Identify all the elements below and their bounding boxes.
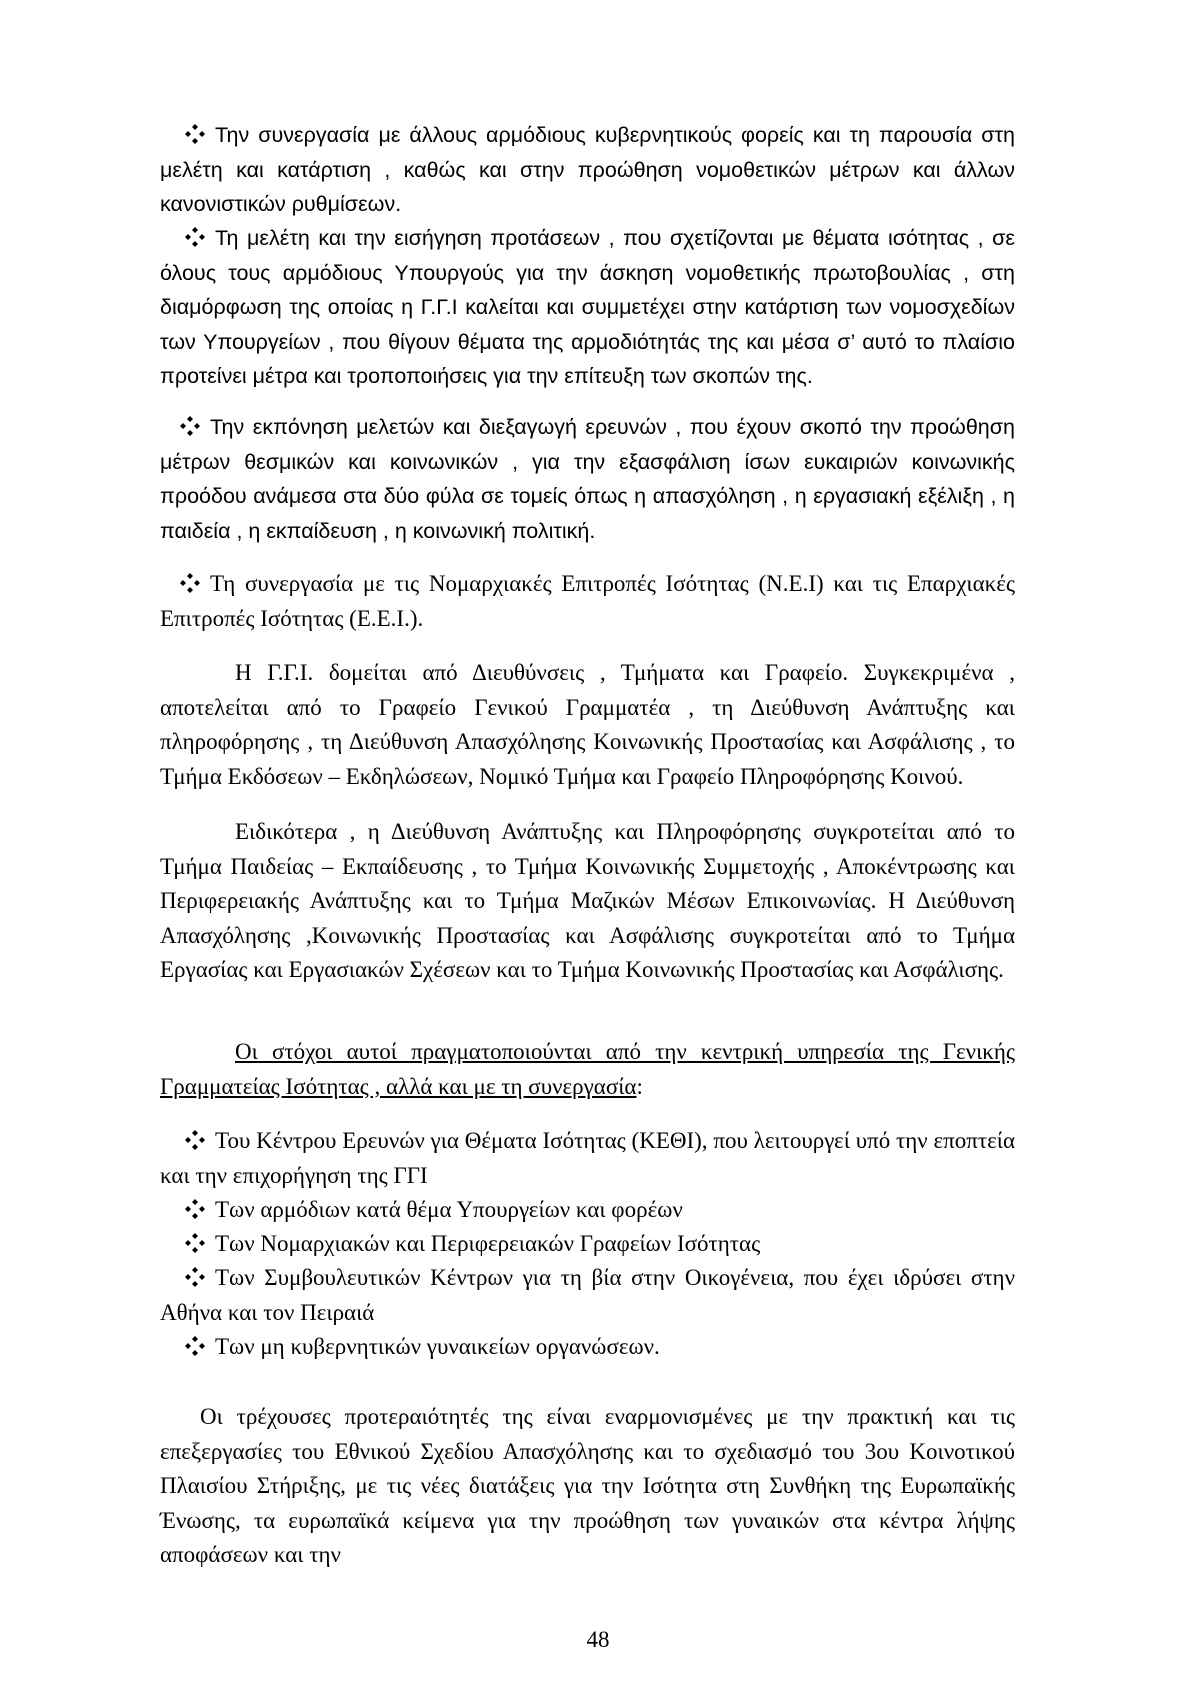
bullet-paragraph-2: Τη μελέτη και την εισήγηση προτάσεων , που σχετίζονται με θέματα ισότητας , σε όλους τους αρμόδιους Υπουργούς για την άσκηση νομοθετικής πρωτοβουλίας , στη διαμόρφωση της οποίας η Γ.Γ.Ι καλείται και συμμετέχει στην κατάρτιση των νομοσχεδίων των Υπουργείων , που θίγουν θέματα της αρμοδιότητάς της και μέσα σ’ αυτό το πλαίσιο προτείνει μέτρα και τροποποιήσεις για την επίτευξη των σκοπών της. bbox=[160, 226, 1015, 388]
diamond-bullet-icon bbox=[185, 227, 205, 247]
diamond-bullet-icon bbox=[185, 1336, 205, 1356]
list-item: Του Κέντρου Ερευνών για Θέματα Ισότητας (ΚΕΘΙ), που λειτουργεί υπό την εποπτεία και την επιχορήγηση της ΓΓΙ bbox=[160, 1128, 1015, 1188]
list-item: Των Συμβουλευτικών Κέντρων για τη βία στην Οικογένεια, που έχει ιδρύσει στην Αθήνα και τον Πειραιά bbox=[160, 1265, 1015, 1325]
diamond-bullet-icon bbox=[185, 1130, 205, 1150]
bullet-paragraph-1: Την συνεργασία με άλλους αρμόδιους κυβερνητικούς φορείς και τη παρουσία στη μελέτη και κατάρτιση , καθώς και στην προώθηση νομοθετικών μέτρων και άλλων κανονιστικών ρυθμίσεων. bbox=[160, 123, 1015, 216]
diamond-bullet-icon bbox=[180, 573, 200, 593]
list-item: Των αρμόδιων κατά θέμα Υπουργείων και φορέων bbox=[160, 1193, 1015, 1228]
list-item: Των μη κυβερνητικών γυναικείων οργανώσεων. bbox=[160, 1330, 1015, 1365]
diamond-bullet-icon bbox=[185, 1267, 205, 1287]
diamond-bullet-icon bbox=[185, 124, 205, 144]
diamond-bullet-icon bbox=[185, 1199, 205, 1219]
list-item: Των Νομαρχιακών και Περιφερειακών Γραφείων Ισότητας bbox=[160, 1227, 1015, 1262]
diamond-bullet-icon bbox=[180, 416, 200, 436]
details-paragraph: Ειδικότερα , η Διεύθυνση Ανάπτυξης και Πληροφόρησης συγκροτείται από το Τμήμα Παιδείας – Εκπαίδευσης , το Τμήμα Κοινωνικής Συμμετοχής , Αποκέντρωσης και Περιφερειακής Ανάπτυξης και το Τμήμα Μαζικών Μέσων Επικοινωνίας. Η Διεύθυνση Απασχόλησης ,Κοινωνικής Προστασίας και Ασφάλισης συγκροτείται από το Τμήμα Εργασίας και Εργασιακών Σχέσεων και το Τμήμα Κοινωνικής Προστασίας και Ασφάλισης. bbox=[160, 819, 1015, 982]
page-number: 48 bbox=[586, 1627, 610, 1652]
priorities-paragraph: Οι τρέχουσες προτεραιότητές της είναι εναρμονισμένες με την πρακτική και τις επεξεργασίες του Εθνικού Σχεδίου Απασχόλησης και το σχεδιασμό του 3ου Κοινοτικού Πλαισίου Στήριξης, με τις νέες διατάξεις για την Ισότητα στη Συνθήκη της Ευρωπαϊκής Ένωσης, τα ευρωπαϊκά κείμενα για την προώθηση των γυναικών στα κέντρα λήψης αποφάσεων και την bbox=[160, 1404, 1015, 1567]
goals-intro-paragraph: Οι στόχοι αυτοί πραγματοποιούνται από την κεντρική υπηρεσία της Γενικής Γραμματείας Ισότητας , αλλά και με τη συνεργασία: bbox=[160, 1039, 1015, 1099]
diamond-bullet-icon bbox=[185, 1233, 205, 1253]
structure-paragraph: Η Γ.Γ.Ι. δομείται από Διευθύνσεις , Τμήματα και Γραφείο. Συγκεκριμένα , αποτελείται από το Γραφείο Γενικού Γραμματέα , τη Διεύθυνση Ανάπτυξης και πληροφόρησης , τη Διεύθυνση Απασχόλησης Κοινωνικής Προστασίας και Ασφάλισης , το Τμήμα Εκδόσεων – Εκδηλώσεων, Νομικό Τμήμα και Γραφείο Πληροφόρησης Κοινού. bbox=[160, 660, 1015, 789]
bullet-paragraph-3: Την εκπόνηση μελετών και διεξαγωγή ερευνών , που έχουν σκοπό την προώθηση μέτρων θεσμικών και κοινωνικών , για την εξασφάλιση ίσων ευκαιριών κοινωνικής προόδου ανάμεσα στα δύο φύλα σε τομείς όπως η απασχόληση , η εργασιακή εξέλιξη , η παιδεία , η εκπαίδευση , η κοινωνική πολιτική. bbox=[160, 415, 1015, 543]
bullet-paragraph-4: Τη συνεργασία με τις Νομαρχιακές Επιτροπές Ισότητας (Ν.Ε.Ι) και τις Επαρχιακές Επιτροπές Ισότητας (Ε.Ε.Ι.). bbox=[160, 571, 1015, 631]
